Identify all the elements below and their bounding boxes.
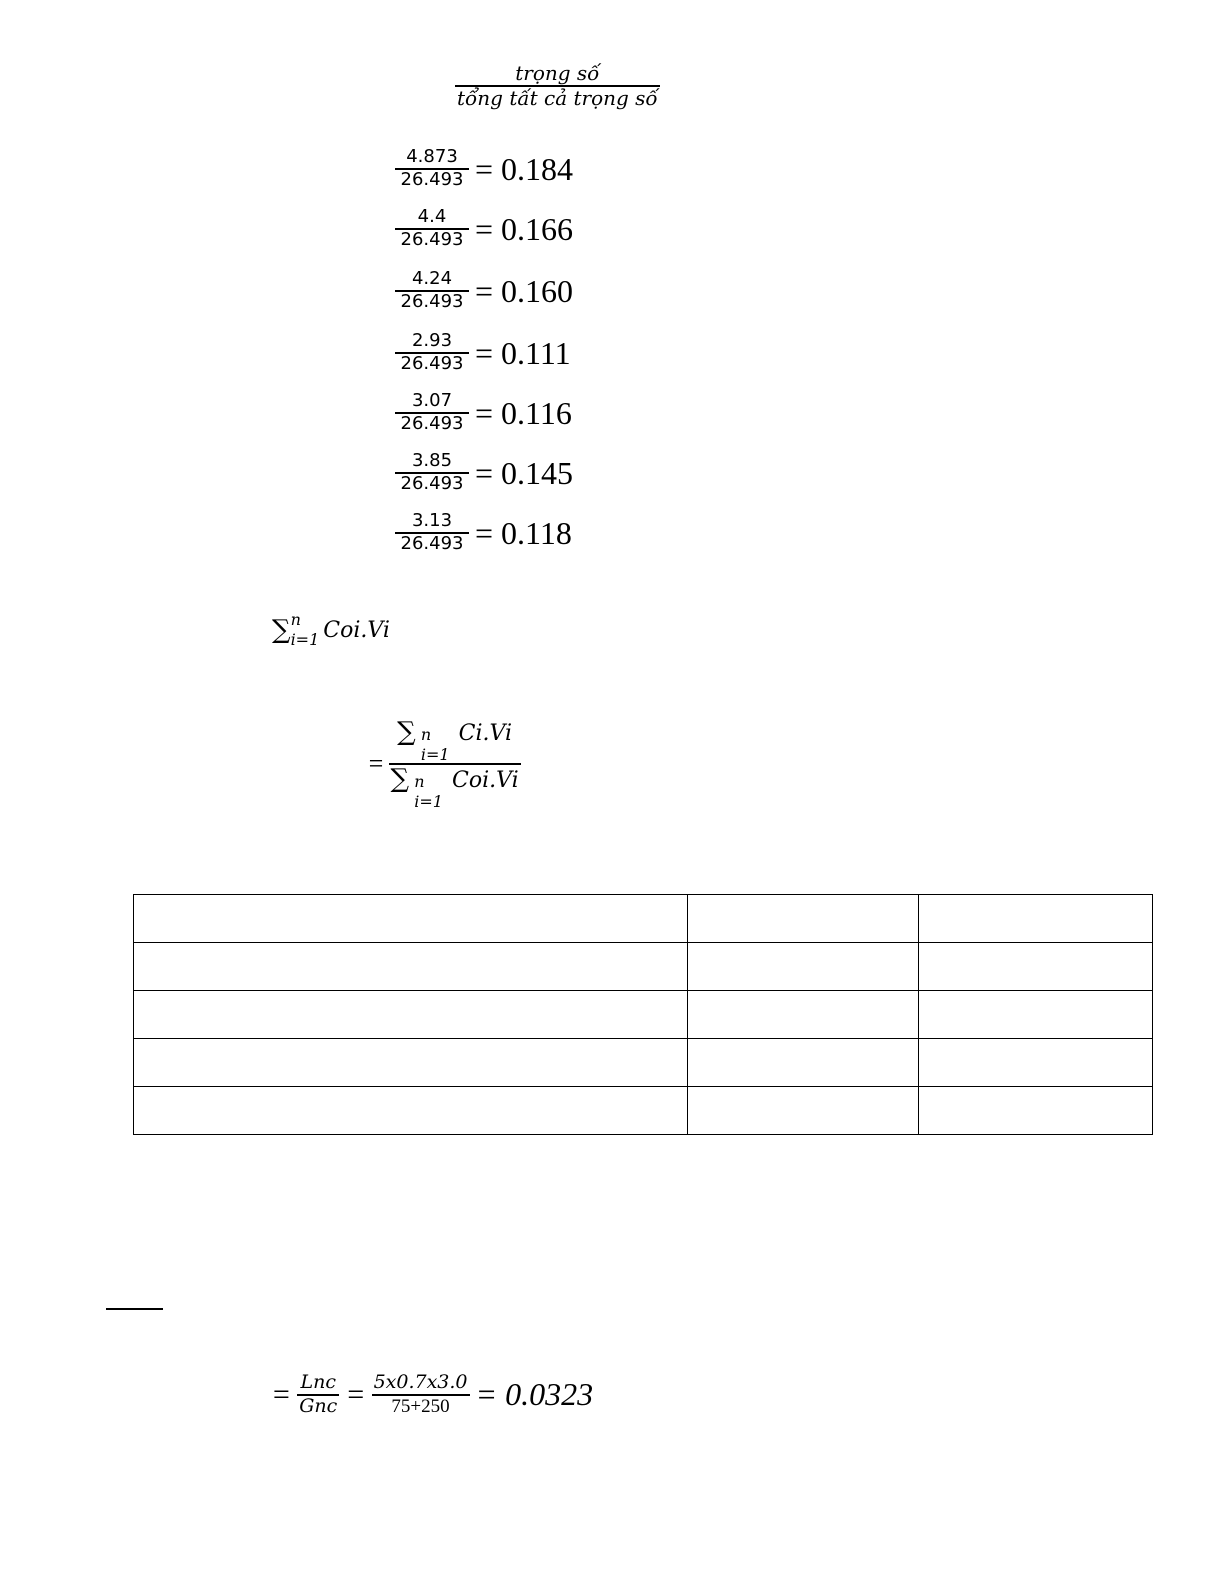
table-row [134, 1039, 1153, 1087]
ratio-formula [367, 718, 521, 810]
weight-row [395, 324, 571, 382]
weight-numerator: 4.4 [417, 206, 447, 228]
sum-term: Coi.Vi [323, 617, 390, 643]
weight-row [395, 262, 573, 320]
table-row [134, 895, 1153, 943]
weight-numerator: 3.13 [411, 510, 453, 532]
weight-numerator: 3.07 [411, 390, 453, 412]
table-row [134, 1087, 1153, 1135]
table-cell [688, 1087, 919, 1135]
weight-denominator: 26.493 [400, 229, 464, 250]
final-result: = 0.0323 [475, 1376, 594, 1413]
final-formula [265, 1372, 593, 1418]
table-cell [688, 991, 919, 1039]
weight-result: = 0.116 [475, 394, 572, 431]
sum-upper-limit: n [290, 610, 301, 629]
table-cell [688, 1039, 919, 1087]
sigma-symbol: ∑ [272, 615, 291, 645]
gnc-denominator: Gnc [299, 1394, 338, 1417]
table-row [134, 943, 1153, 991]
sum-lower-limit: i=1 [290, 630, 320, 649]
weight-numerator: 4.24 [411, 268, 453, 290]
weight-row [395, 140, 573, 198]
weight-result: = 0.166 [475, 210, 574, 247]
lnc-numerator: Lnc [300, 1371, 337, 1393]
weight-numerator: 2.93 [411, 330, 453, 352]
weight-result: = 0.118 [475, 514, 572, 551]
table-cell [688, 895, 919, 943]
table-cell [134, 1087, 688, 1135]
weight-denominator: 26.493 [400, 413, 464, 434]
weight-numerator: 3.85 [411, 450, 453, 472]
table-cell [919, 991, 1153, 1039]
data-table [133, 894, 1153, 1135]
weight-result: = 0.184 [475, 150, 574, 187]
equals-sign: = [367, 749, 385, 778]
weight-row [395, 444, 573, 502]
equals-sign: = [345, 1377, 366, 1411]
weight-row [395, 384, 572, 442]
weight-numerator: 4.873 [406, 146, 458, 168]
weight-result: = 0.145 [475, 454, 574, 491]
product-numerator: 5x0.7x3.0 [373, 1371, 468, 1393]
header-numerator: trọng số [515, 61, 600, 85]
sum-coi-vi-formula [272, 612, 390, 648]
header-denominator: tổng tất cả trọng số [457, 86, 658, 110]
weight-denominator: 26.493 [400, 291, 464, 312]
underline-mark [106, 1308, 163, 1310]
table-row [134, 991, 1153, 1039]
table-cell [919, 943, 1153, 991]
weight-result: = 0.111 [475, 334, 571, 371]
table-cell [134, 943, 688, 991]
table-cell [134, 895, 688, 943]
weight-denominator: 26.493 [400, 169, 464, 190]
table-cell [688, 943, 919, 991]
table-cell [134, 991, 688, 1039]
weight-result: = 0.160 [475, 272, 574, 309]
table-cell [919, 895, 1153, 943]
sum-denominator: 75+250 [391, 1395, 450, 1417]
table-cell [134, 1039, 688, 1087]
table-cell [919, 1087, 1153, 1135]
equals-sign: = [271, 1377, 292, 1411]
weight-row [395, 200, 573, 258]
weight-denominator: 26.493 [400, 353, 464, 374]
ratio-numerator: ∑ n i=1 Ci.Vi [397, 717, 513, 764]
ratio-denominator: ∑ n i=1 Coi.Vi [390, 764, 519, 811]
table-cell [919, 1039, 1153, 1087]
weight-denominator: 26.493 [400, 533, 464, 554]
weight-row [395, 504, 572, 562]
weight-denominator: 26.493 [400, 473, 464, 494]
header-fraction [455, 62, 660, 110]
